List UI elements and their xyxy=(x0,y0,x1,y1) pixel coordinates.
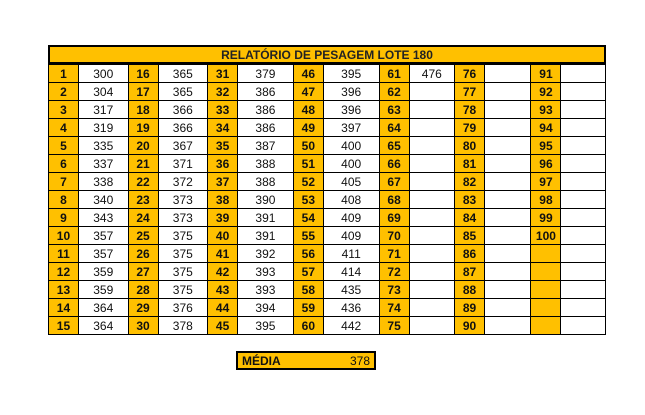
animal-number: 47 xyxy=(293,83,323,101)
animal-number: 41 xyxy=(208,245,238,263)
animal-number: 36 xyxy=(208,155,238,173)
animal-number: 99 xyxy=(531,209,561,227)
weight-cell xyxy=(561,209,606,227)
animal-number: 7 xyxy=(49,173,79,191)
table-row xyxy=(49,317,606,335)
table-row xyxy=(49,227,606,245)
animal-number: 9 xyxy=(49,209,79,227)
weight-cell: 375 xyxy=(158,245,208,263)
animal-number: 51 xyxy=(293,155,323,173)
animal-number: 62 xyxy=(379,83,409,101)
animal-number: 24 xyxy=(128,209,158,227)
weight-cell: 357 xyxy=(78,245,128,263)
weight-cell xyxy=(561,119,606,137)
weight-cell xyxy=(409,119,454,137)
weight-cell: 442 xyxy=(323,317,379,335)
weight-cell: 388 xyxy=(238,173,294,191)
animal-number: 18 xyxy=(128,101,158,119)
weight-cell xyxy=(484,137,531,155)
animal-number: 63 xyxy=(379,101,409,119)
animal-number: 74 xyxy=(379,299,409,317)
animal-number: 59 xyxy=(293,299,323,317)
weight-cell: 304 xyxy=(78,83,128,101)
animal-number: 34 xyxy=(208,119,238,137)
animal-number: 26 xyxy=(128,245,158,263)
weight-cell xyxy=(409,155,454,173)
animal-number: 27 xyxy=(128,263,158,281)
weight-cell xyxy=(484,101,531,119)
animal-number: 44 xyxy=(208,299,238,317)
animal-number: 78 xyxy=(455,101,485,119)
table-row xyxy=(49,119,606,137)
weight-cell: 335 xyxy=(78,137,128,155)
animal-number: 83 xyxy=(455,191,485,209)
animal-number: 16 xyxy=(128,65,158,83)
table-row xyxy=(49,281,606,299)
animal-number xyxy=(531,299,561,317)
animal-number: 30 xyxy=(128,317,158,335)
animal-number: 58 xyxy=(293,281,323,299)
weight-cell: 364 xyxy=(78,317,128,335)
weight-cell xyxy=(561,137,606,155)
animal-number: 96 xyxy=(531,155,561,173)
weight-cell: 386 xyxy=(238,119,294,137)
animal-number: 6 xyxy=(49,155,79,173)
animal-number: 10 xyxy=(49,227,79,245)
animal-number: 38 xyxy=(208,191,238,209)
animal-number: 70 xyxy=(379,227,409,245)
animal-number: 85 xyxy=(455,227,485,245)
weight-cell xyxy=(409,191,454,209)
animal-number: 48 xyxy=(293,101,323,119)
weight-cell: 359 xyxy=(78,281,128,299)
weight-cell: 397 xyxy=(323,119,379,137)
average-label: MÉDIA xyxy=(242,354,281,368)
weight-cell xyxy=(484,245,531,263)
weight-cell xyxy=(484,83,531,101)
animal-number: 93 xyxy=(531,101,561,119)
weight-cell xyxy=(561,227,606,245)
weight-cell: 376 xyxy=(158,299,208,317)
weight-cell xyxy=(409,227,454,245)
weight-cell: 400 xyxy=(323,137,379,155)
weight-cell: 367 xyxy=(158,137,208,155)
weight-cell xyxy=(409,83,454,101)
weight-cell: 379 xyxy=(238,65,294,83)
weight-cell: 359 xyxy=(78,263,128,281)
weight-cell xyxy=(561,101,606,119)
animal-number: 53 xyxy=(293,191,323,209)
animal-number: 17 xyxy=(128,83,158,101)
report-title: RELATÓRIO DE PESAGEM LOTE 180 xyxy=(48,45,606,64)
weight-cell: 393 xyxy=(238,263,294,281)
animal-number: 64 xyxy=(379,119,409,137)
weight-cell xyxy=(484,281,531,299)
weight-cell xyxy=(409,209,454,227)
animal-number: 46 xyxy=(293,65,323,83)
animal-number: 61 xyxy=(379,65,409,83)
table-row xyxy=(49,83,606,101)
weight-cell: 357 xyxy=(78,227,128,245)
animal-number: 45 xyxy=(208,317,238,335)
animal-number: 79 xyxy=(455,119,485,137)
weight-cell: 340 xyxy=(78,191,128,209)
weight-cell xyxy=(484,173,531,191)
weight-cell: 393 xyxy=(238,281,294,299)
animal-number: 66 xyxy=(379,155,409,173)
animal-number: 80 xyxy=(455,137,485,155)
animal-number: 71 xyxy=(379,245,409,263)
weight-cell: 337 xyxy=(78,155,128,173)
weighing-report xyxy=(48,45,606,335)
weight-cell: 366 xyxy=(158,101,208,119)
weight-cell: 388 xyxy=(238,155,294,173)
weight-cell: 371 xyxy=(158,155,208,173)
weight-cell xyxy=(561,263,606,281)
weight-cell: 400 xyxy=(323,155,379,173)
weight-cell xyxy=(561,299,606,317)
weight-cell: 373 xyxy=(158,209,208,227)
weight-cell xyxy=(561,281,606,299)
weight-cell: 409 xyxy=(323,209,379,227)
weight-cell: 395 xyxy=(238,317,294,335)
weight-cell xyxy=(409,263,454,281)
weight-cell xyxy=(484,263,531,281)
weight-cell: 338 xyxy=(78,173,128,191)
weight-cell: 436 xyxy=(323,299,379,317)
weight-cell: 365 xyxy=(158,65,208,83)
animal-number: 82 xyxy=(455,173,485,191)
average-box xyxy=(236,351,376,370)
weight-cell: 378 xyxy=(158,317,208,335)
weight-cell xyxy=(484,65,531,83)
animal-number: 49 xyxy=(293,119,323,137)
table-row xyxy=(49,101,606,119)
weight-cell: 317 xyxy=(78,101,128,119)
weight-cell xyxy=(409,137,454,155)
animal-number: 31 xyxy=(208,65,238,83)
animal-number: 98 xyxy=(531,191,561,209)
animal-number: 56 xyxy=(293,245,323,263)
animal-number: 95 xyxy=(531,137,561,155)
weights-table xyxy=(48,64,606,335)
animal-number: 22 xyxy=(128,173,158,191)
animal-number: 13 xyxy=(49,281,79,299)
animal-number: 87 xyxy=(455,263,485,281)
animal-number: 81 xyxy=(455,155,485,173)
weight-cell: 392 xyxy=(238,245,294,263)
animal-number: 72 xyxy=(379,263,409,281)
weight-cell: 414 xyxy=(323,263,379,281)
weight-cell xyxy=(561,245,606,263)
weight-cell xyxy=(409,173,454,191)
animal-number: 90 xyxy=(455,317,485,335)
animal-number xyxy=(531,245,561,263)
table-row xyxy=(49,299,606,317)
weight-cell: 390 xyxy=(238,191,294,209)
weight-cell: 396 xyxy=(323,83,379,101)
weight-cell: 364 xyxy=(78,299,128,317)
weight-cell xyxy=(561,155,606,173)
weight-cell xyxy=(484,191,531,209)
weight-cell xyxy=(561,191,606,209)
animal-number: 65 xyxy=(379,137,409,155)
animal-number: 39 xyxy=(208,209,238,227)
animal-number: 14 xyxy=(49,299,79,317)
animal-number: 88 xyxy=(455,281,485,299)
weight-cell: 373 xyxy=(158,191,208,209)
table-row xyxy=(49,263,606,281)
weight-cell xyxy=(484,299,531,317)
animal-number: 75 xyxy=(379,317,409,335)
animal-number: 20 xyxy=(128,137,158,155)
animal-number: 5 xyxy=(49,137,79,155)
animal-number: 73 xyxy=(379,281,409,299)
animal-number: 67 xyxy=(379,173,409,191)
animal-number: 89 xyxy=(455,299,485,317)
animal-number: 11 xyxy=(49,245,79,263)
weight-cell: 386 xyxy=(238,101,294,119)
animal-number: 25 xyxy=(128,227,158,245)
weight-cell: 300 xyxy=(78,65,128,83)
animal-number: 91 xyxy=(531,65,561,83)
animal-number: 50 xyxy=(293,137,323,155)
animal-number xyxy=(531,263,561,281)
weight-cell: 396 xyxy=(323,101,379,119)
weight-cell xyxy=(409,281,454,299)
weight-cell xyxy=(409,317,454,335)
weight-cell xyxy=(409,101,454,119)
table-row xyxy=(49,155,606,173)
animal-number: 40 xyxy=(208,227,238,245)
animal-number: 15 xyxy=(49,317,79,335)
animal-number: 23 xyxy=(128,191,158,209)
weight-cell: 408 xyxy=(323,191,379,209)
animal-number: 8 xyxy=(49,191,79,209)
weight-cell: 395 xyxy=(323,65,379,83)
animal-number: 1 xyxy=(49,65,79,83)
animal-number: 92 xyxy=(531,83,561,101)
animal-number: 21 xyxy=(128,155,158,173)
weight-cell: 319 xyxy=(78,119,128,137)
weight-cell: 435 xyxy=(323,281,379,299)
animal-number: 32 xyxy=(208,83,238,101)
table-row xyxy=(49,209,606,227)
animal-number: 97 xyxy=(531,173,561,191)
average-value: 378 xyxy=(349,354,370,368)
weight-cell xyxy=(484,209,531,227)
weight-cell: 375 xyxy=(158,281,208,299)
weight-cell: 343 xyxy=(78,209,128,227)
weight-cell: 476 xyxy=(409,65,454,83)
animal-number: 2 xyxy=(49,83,79,101)
animal-number: 77 xyxy=(455,83,485,101)
weight-cell xyxy=(484,119,531,137)
animal-number: 19 xyxy=(128,119,158,137)
weight-cell xyxy=(484,317,531,335)
animal-number: 55 xyxy=(293,227,323,245)
animal-number: 94 xyxy=(531,119,561,137)
weight-cell: 375 xyxy=(158,263,208,281)
animal-number: 60 xyxy=(293,317,323,335)
animal-number: 29 xyxy=(128,299,158,317)
weight-cell xyxy=(561,317,606,335)
animal-number: 69 xyxy=(379,209,409,227)
weight-cell: 411 xyxy=(323,245,379,263)
animal-number xyxy=(531,281,561,299)
animal-number: 37 xyxy=(208,173,238,191)
weight-cell: 365 xyxy=(158,83,208,101)
animal-number: 28 xyxy=(128,281,158,299)
weight-cell: 391 xyxy=(238,227,294,245)
table-row xyxy=(49,245,606,263)
weight-cell xyxy=(409,299,454,317)
animal-number: 84 xyxy=(455,209,485,227)
table-row xyxy=(49,137,606,155)
weight-cell: 372 xyxy=(158,173,208,191)
weight-cell xyxy=(561,173,606,191)
table-row xyxy=(49,191,606,209)
animal-number: 86 xyxy=(455,245,485,263)
weight-cell: 409 xyxy=(323,227,379,245)
weight-cell: 375 xyxy=(158,227,208,245)
weight-cell: 405 xyxy=(323,173,379,191)
animal-number: 33 xyxy=(208,101,238,119)
weight-cell: 391 xyxy=(238,209,294,227)
animal-number: 52 xyxy=(293,173,323,191)
weight-cell: 366 xyxy=(158,119,208,137)
weight-cell: 387 xyxy=(238,137,294,155)
animal-number: 76 xyxy=(455,65,485,83)
weight-cell xyxy=(484,227,531,245)
weight-cell xyxy=(484,155,531,173)
animal-number: 100 xyxy=(531,227,561,245)
animal-number: 12 xyxy=(49,263,79,281)
weight-cell xyxy=(409,245,454,263)
animal-number: 3 xyxy=(49,101,79,119)
animal-number: 42 xyxy=(208,263,238,281)
weight-cell xyxy=(561,65,606,83)
animal-number: 4 xyxy=(49,119,79,137)
animal-number: 54 xyxy=(293,209,323,227)
table-row xyxy=(49,65,606,83)
animal-number: 35 xyxy=(208,137,238,155)
table-row xyxy=(49,173,606,191)
animal-number xyxy=(531,317,561,335)
weight-cell xyxy=(561,83,606,101)
animal-number: 57 xyxy=(293,263,323,281)
animal-number: 43 xyxy=(208,281,238,299)
weight-cell: 386 xyxy=(238,83,294,101)
animal-number: 68 xyxy=(379,191,409,209)
weight-cell: 394 xyxy=(238,299,294,317)
